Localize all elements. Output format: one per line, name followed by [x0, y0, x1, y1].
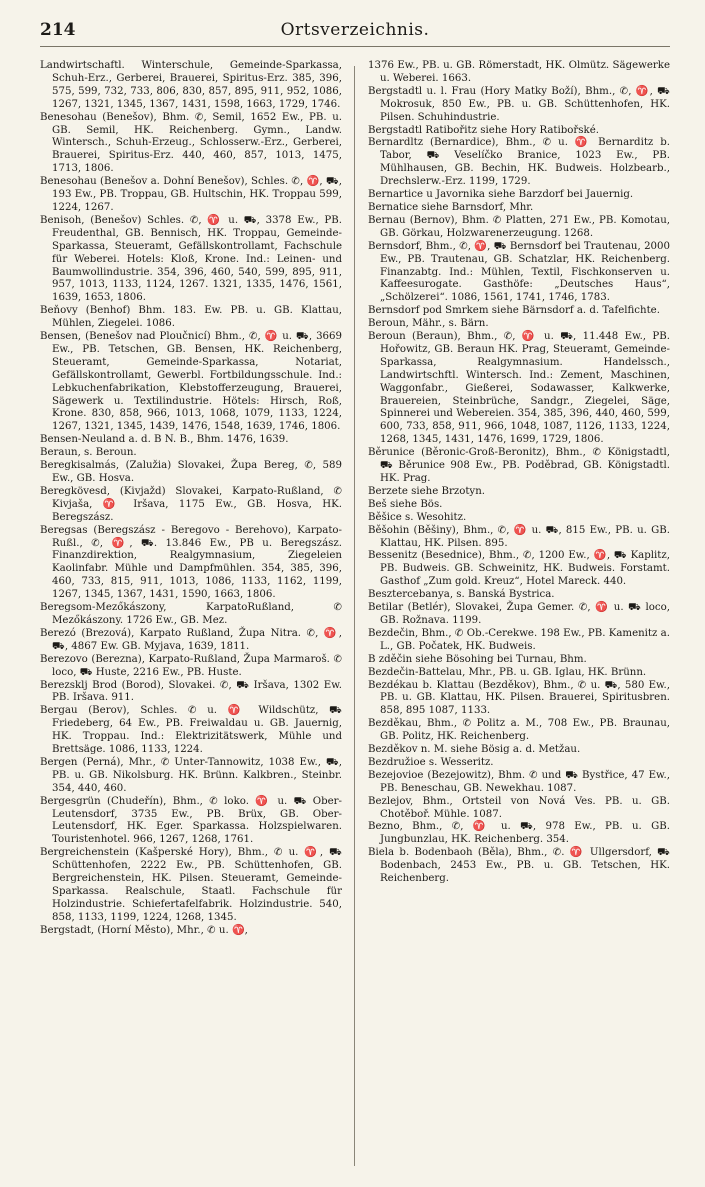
directory-entry: Beňovy (Benhof) Bhm. 183. Ew. PB. u. GB. Klattau, Mühlen, Ziegelei. 1086.	[40, 305, 342, 330]
directory-entry: Berezsklj Brod (Borod), Slovakei. ✆, ⛟ Iršava, 1302 Ew. PB. Iršava. 911.	[40, 679, 342, 704]
directory-entry: Bernau (Bernov), Bhm. ✆ Platten, 271 Ew., PB. Komotau, GB. Görkau, Holzwarenerzeugung. 1268.	[368, 214, 670, 239]
directory-entry: Bernsdorf, Bhm., ✆, ♈, ⛟ Bernsdorf bei Trautenau, 2000 Ew., PB. Trautenau, GB. Schatzlar, HK. Reichenberg. Finanzabtg. Ind.: Mühlen, Textil, Fischkonserven u. Kaffeesurogate. Gasthöfe: „Deutsches Haus“, „Schölzerei“. 1086, 1561, 1741, 1746, 1783.	[368, 240, 670, 304]
directory-entry: Bergesgrün (Chudeřín), Bhm., ✆ loko. ♈ u. ⛟ Ober-Leutensdorf, 3735 Ew., PB. Brüx, GB. Ober-Leutensdorf, HK. Eger. Sparkassa. Holzspielwaren. Touristenhotel. 966, 1267, 1268, 1761.	[40, 795, 342, 846]
directory-entry: Beroun (Beraun), Bhm., ✆, ♈ u. ⛟, 11.448 Ew., PB. Hořowitz, GB. Beraun HK. Prag, Steueramt, Gemeinde-Sparkassa, Realgymnasium. Handelssch., Landwirtschftl. Wintersch. Ind.: Zement, Maschinen, Waggonfabr., Gießerei, Sodawasser, Kalkwerke, Brauereien, Steinbrüche, Sandgr., Ziegelei, Säge, Spinnerei und Webereien. 354, 385, 396, 440, 460, 599, 600, 733, 858, 911, 966, 1048, 1087, 1126, 1133, 1224, 1268, 1345, 1431, 1476, 1699, 1729, 1806.	[368, 331, 670, 446]
directory-entry: Beroun, Mähr., s. Bärn.	[368, 318, 489, 330]
directory-entry: Běšohin (Běšiny), Bhm., ✆, ♈ u. ⛟, 815 Ew., PB. u. GB. Klattau, HK. Pilsen. 895.	[368, 524, 670, 549]
two-column-body	[40, 60, 670, 1175]
page-number: 214	[40, 20, 76, 40]
directory-entry: Bensen-Neuland a. d. B N. B., Bhm. 1476, 1639.	[40, 434, 289, 446]
directory-entry: Landwirtschaftl. Winterschule, Gemeinde-Sparkassa, Schuh-Erz., Gerberei, Brauerei, Spiritus-Erz. 385, 396, 575, 599, 732, 733, 806, 830, 857, 895, 911, 952, 1086, 1267, 1321, 1345, 1367, 1431, 1598, 1663, 1729, 1746.	[40, 60, 342, 110]
directory-entry: Beraun, s. Beroun.	[40, 447, 137, 459]
directory-entry: Beregkövesd, (Kivjažd) Slovakei, Karpato-Rußland, ✆ Kivjaša, ♈ Iršava, 1175 Ew., GB. Hosva, HK. Beregszász.	[40, 485, 342, 523]
directory-entry: Beregkisalmás, (Zalužia) Slovakei, Župa Bereg, ✆, 589 Ew., GB. Hosva.	[40, 460, 342, 484]
directory-entry: Beregsom-Mezőkászony, KarpatoRußland, ✆ Mezőkászony. 1726 Ew., GB. Mez.	[40, 602, 342, 626]
directory-entry: Bensen, (Benešov nad Ploučnicí) Bhm., ✆, ♈ u. ⛟, 3669 Ew., PB. Tetschen, GB. Bensen, HK. Reichenberg, Steueramt, Gemeinde-Sparkassa, Notariat, Gefällskontrollamt, Gewerbl. Fortbildungsschule. Ind.: Lebkuchenfabrikation, Klebstofferzeugung, Brauerei, Sägewerk u. Textilindustrie. Hötels: Hirsch, Roß, Krone. 830, 858, 966, 1013, 1068, 1079, 1133, 1224, 1267, 1321, 1345, 1439, 1476, 1548, 1639, 1746, 1806.	[40, 331, 342, 433]
directory-entry: Benesohau (Benešov a. Dohní Benešov), Schles. ✆, ♈, ⛟, 193 Ew., PB. Troppau, GB. Hultschin, HK. Troppau 599, 1224, 1267.	[40, 176, 342, 213]
running-title: Ortsverzeichnis.	[280, 20, 430, 40]
directory-entry: Bezejovioe (Bezejowitz), Bhm. ✆ und ⛟ Bystřice, 47 Ew., PB. Beneschau, GB. Newekhau. 1087.	[368, 769, 670, 794]
directory-entry: Bezlejov, Bhm., Ortsteil von Nová Ves. PB. u. GB. Chotěboř. Mühle. 1087.	[368, 795, 670, 820]
directory-entry: Berezó (Brezová), Karpato Rußland, Župa Nitra. ✆, ♈, ⛟, 4867 Ew. GB. Myjava, 1639, 1811.	[40, 627, 342, 652]
directory-entry: Beregsas (Beregszász - Beregovo - Berehovo), Karpato-Rußl., ✆, ♈, ⛟. 13.846 Ew., PB u. Beregszász. Finanzdirektion, Realgymnasium, Ziegeleien Kaolinfabr. Mühle und Dampfmühlen. 354, 385, 396, 460, 733, 815, 911, 1013, 1086, 1133, 1162, 1199, 1267, 1345, 1367, 1431, 1590, 1663, 1806.	[40, 524, 342, 601]
right-column	[368, 60, 670, 1175]
directory-entry: Betilar (Betlér), Slovakei, Župa Gemer. ✆, ♈ u. ⛟ loco, GB. Rožnava. 1199.	[368, 602, 670, 626]
column-divider	[354, 66, 355, 1166]
directory-entry: B zděčin siehe Bösohing bei Turnau, Bhm.	[368, 653, 587, 665]
directory-entry: Berzete siehe Brzotyn.	[368, 485, 485, 497]
directory-entry: Bezdékau b. Klattau (Bezděkov), Bhm., ✆ u. ⛟, 580 Ew., PB. u. GB. Klattau, HK. Pilsen. Brauerei, Spiritusbren. 858, 895 1087, 1133.	[368, 679, 670, 717]
directory-entry: Bessenitz (Besednice), Bhm., ✆, 1200 Ew., ♈, ⛟ Kaplitz, PB. Budweis. GB. Schweinitz, HK. Budweis. Forstamt. Gasthof „Zum gold. Kreuz“, Hotel Mareck. 440.	[368, 550, 670, 588]
directory-entry: Bernsdorf pod Smrkem siehe Bärnsdorf a. d. Tafelfichte.	[368, 305, 660, 317]
directory-entry: 1376 Ew., PB. u. GB. Römerstadt, HK. Olmütz. Sägewerke u. Weberei. 1663.	[368, 60, 670, 84]
directory-entry: Bergstadtl Ratibořitz siehe Hory Ratibořské.	[368, 124, 599, 136]
directory-entry: Bergstadt, (Horní Město), Mhr., ✆ u. ♈,	[40, 924, 248, 936]
directory-entry: Benesohau (Benešov), Bhm. ✆, Semil, 1652 Ew., PB. u. GB. Semil, HK. Reichenberg. Gymn., Landw. Wintersch., Schuh-Erzeug., Schlosserw.-Erz., Gerberei, Brauerei, Spiritus-Erz. 440, 460, 857, 1013, 1475, 1713, 1806.	[40, 111, 342, 175]
directory-entry: Bergen (Perná), Mhr., ✆ Unter-Tannowitz, 1038 Ew., ⛟, PB. u. GB. Nikolsburg. HK. Brünn. Kalkbren., Steinbr. 354, 440, 460.	[40, 756, 342, 794]
directory-entry: Beš siehe Bös.	[368, 498, 443, 510]
directory-entry: Bezno, Bhm., ✆, ♈ u. ⛟, 978 Ew., PB. u. GB. Jungbunzlau, HK. Reichenberg. 354.	[368, 821, 670, 846]
directory-entry: Běrunice (Běronic-Groß-Beronitz), Bhm., ✆ Königstadtl, ⛟ Běrunice 908 Ew., PB. Poděbrad, GB. Königstadtl. HK. Prag.	[368, 447, 670, 484]
directory-entry: Bernatice siehe Barnsdorf, Mhr.	[368, 201, 534, 213]
directory-entry: Bezdečin, Bhm., ✆ Ob.-Cerekwe. 198 Ew., PB. Kamenitz a. L., GB. Počatek, HK. Budweis.	[368, 627, 670, 652]
directory-entry: Bergau (Berov), Schles. ✆ u. ♈ Wildschütz, ⛟ Friedeberg, 64 Ew., PB. Freiwaldau u. GB. Jauernig, HK. Troppau. Ind.: Elektrizitätswerk, Mühle und Brettsäge. 1086, 1133, 1224.	[40, 705, 342, 756]
directory-entry: Biela b. Bodenbaoh (Běla), Bhm., ✆. ♈ Ullgersdorf, ⛟ Bodenbach, 2453 Ew., PB. u. GB. Tetschen, HK. Reichenberg.	[368, 847, 670, 885]
directory-entry: Bezdečin-Battelau, Mhr., PB. u. GB. Iglau, HK. Brünn.	[368, 666, 647, 678]
left-column	[40, 60, 342, 1175]
directory-entry: Bezděkau, Bhm., ✆ Politz a. M., 708 Ew., PB. Braunau, GB. Politz, HK. Reichenberg.	[368, 718, 670, 743]
directory-entry: Benisoh, (Benešov) Schles. ✆, ♈ u. ⛟, 3378 Ew., PB. Freudenthal, GB. Bennisch, HK. Troppau, Gemeinde-Sparkassa, Steueramt, Gefällskontrollamt, Fachschule für Weberei. Hotels: Kloß, Krone. Ind.: Leinen- und Baumwollindustrie. 354, 396, 460, 540, 599, 895, 911, 957, 1013, 1133, 1124, 1267. 1321, 1335, 1476, 1561, 1639, 1653, 1806.	[40, 214, 342, 304]
directory-entry: Besztercebanya, s. Banská Bystrica.	[368, 589, 555, 601]
directory-entry: Bergreichenstein (Kašperské Hory), Bhm., ✆ u. ♈, ⛟ Schüttenhofen, 2222 Ew., PB. Schüttenhofen, GB. Bergreichenstein, HK. Pilsen. Steueramt, Gemeinde-Sparkassa. Realschule, Staatl. Fachschule für Holzindustrie. Schiefertafelfabrik. Holzindustrie. 540, 858, 1133, 1199, 1224, 1268, 1345.	[40, 847, 342, 923]
directory-entry: Bernartice u Javornika siehe Barzdorf bei Jauernig.	[368, 189, 634, 201]
directory-entry: Běšice s. Wesohitz.	[368, 511, 467, 523]
directory-entry: Bezděkov n. M. siehe Bösig a. d. Metžau.	[368, 744, 581, 756]
directory-entry: Bernardltz (Bernardice), Bhm., ✆ u. ♈ Bernarditz b. Tabor, ⛟ Veselíčko Branice, 1023 Ew., PB. Mühlhausen, GB. Bechin, HK. Budweis. Holzbearb., Drechslerw.-Erz. 1199, 1729.	[368, 137, 670, 188]
directory-entry: Bezdružioe s. Wesseritz.	[368, 756, 494, 768]
page-header	[40, 20, 670, 47]
directory-entry: Bergstadtl u. l. Frau (Hory Matky Boží), Bhm., ✆, ♈, ⛟ Mokrosuk, 850 Ew., PB. u. GB. Schüttenhofen, HK. Pilsen. Schuhindustrie.	[368, 85, 670, 123]
directory-entry: Berezovo (Berezna), Karpato-Rußland, Župa Marmaroš. ✆ loco, ⛟ Huste, 2216 Ew., PB. Huste.	[40, 653, 342, 678]
